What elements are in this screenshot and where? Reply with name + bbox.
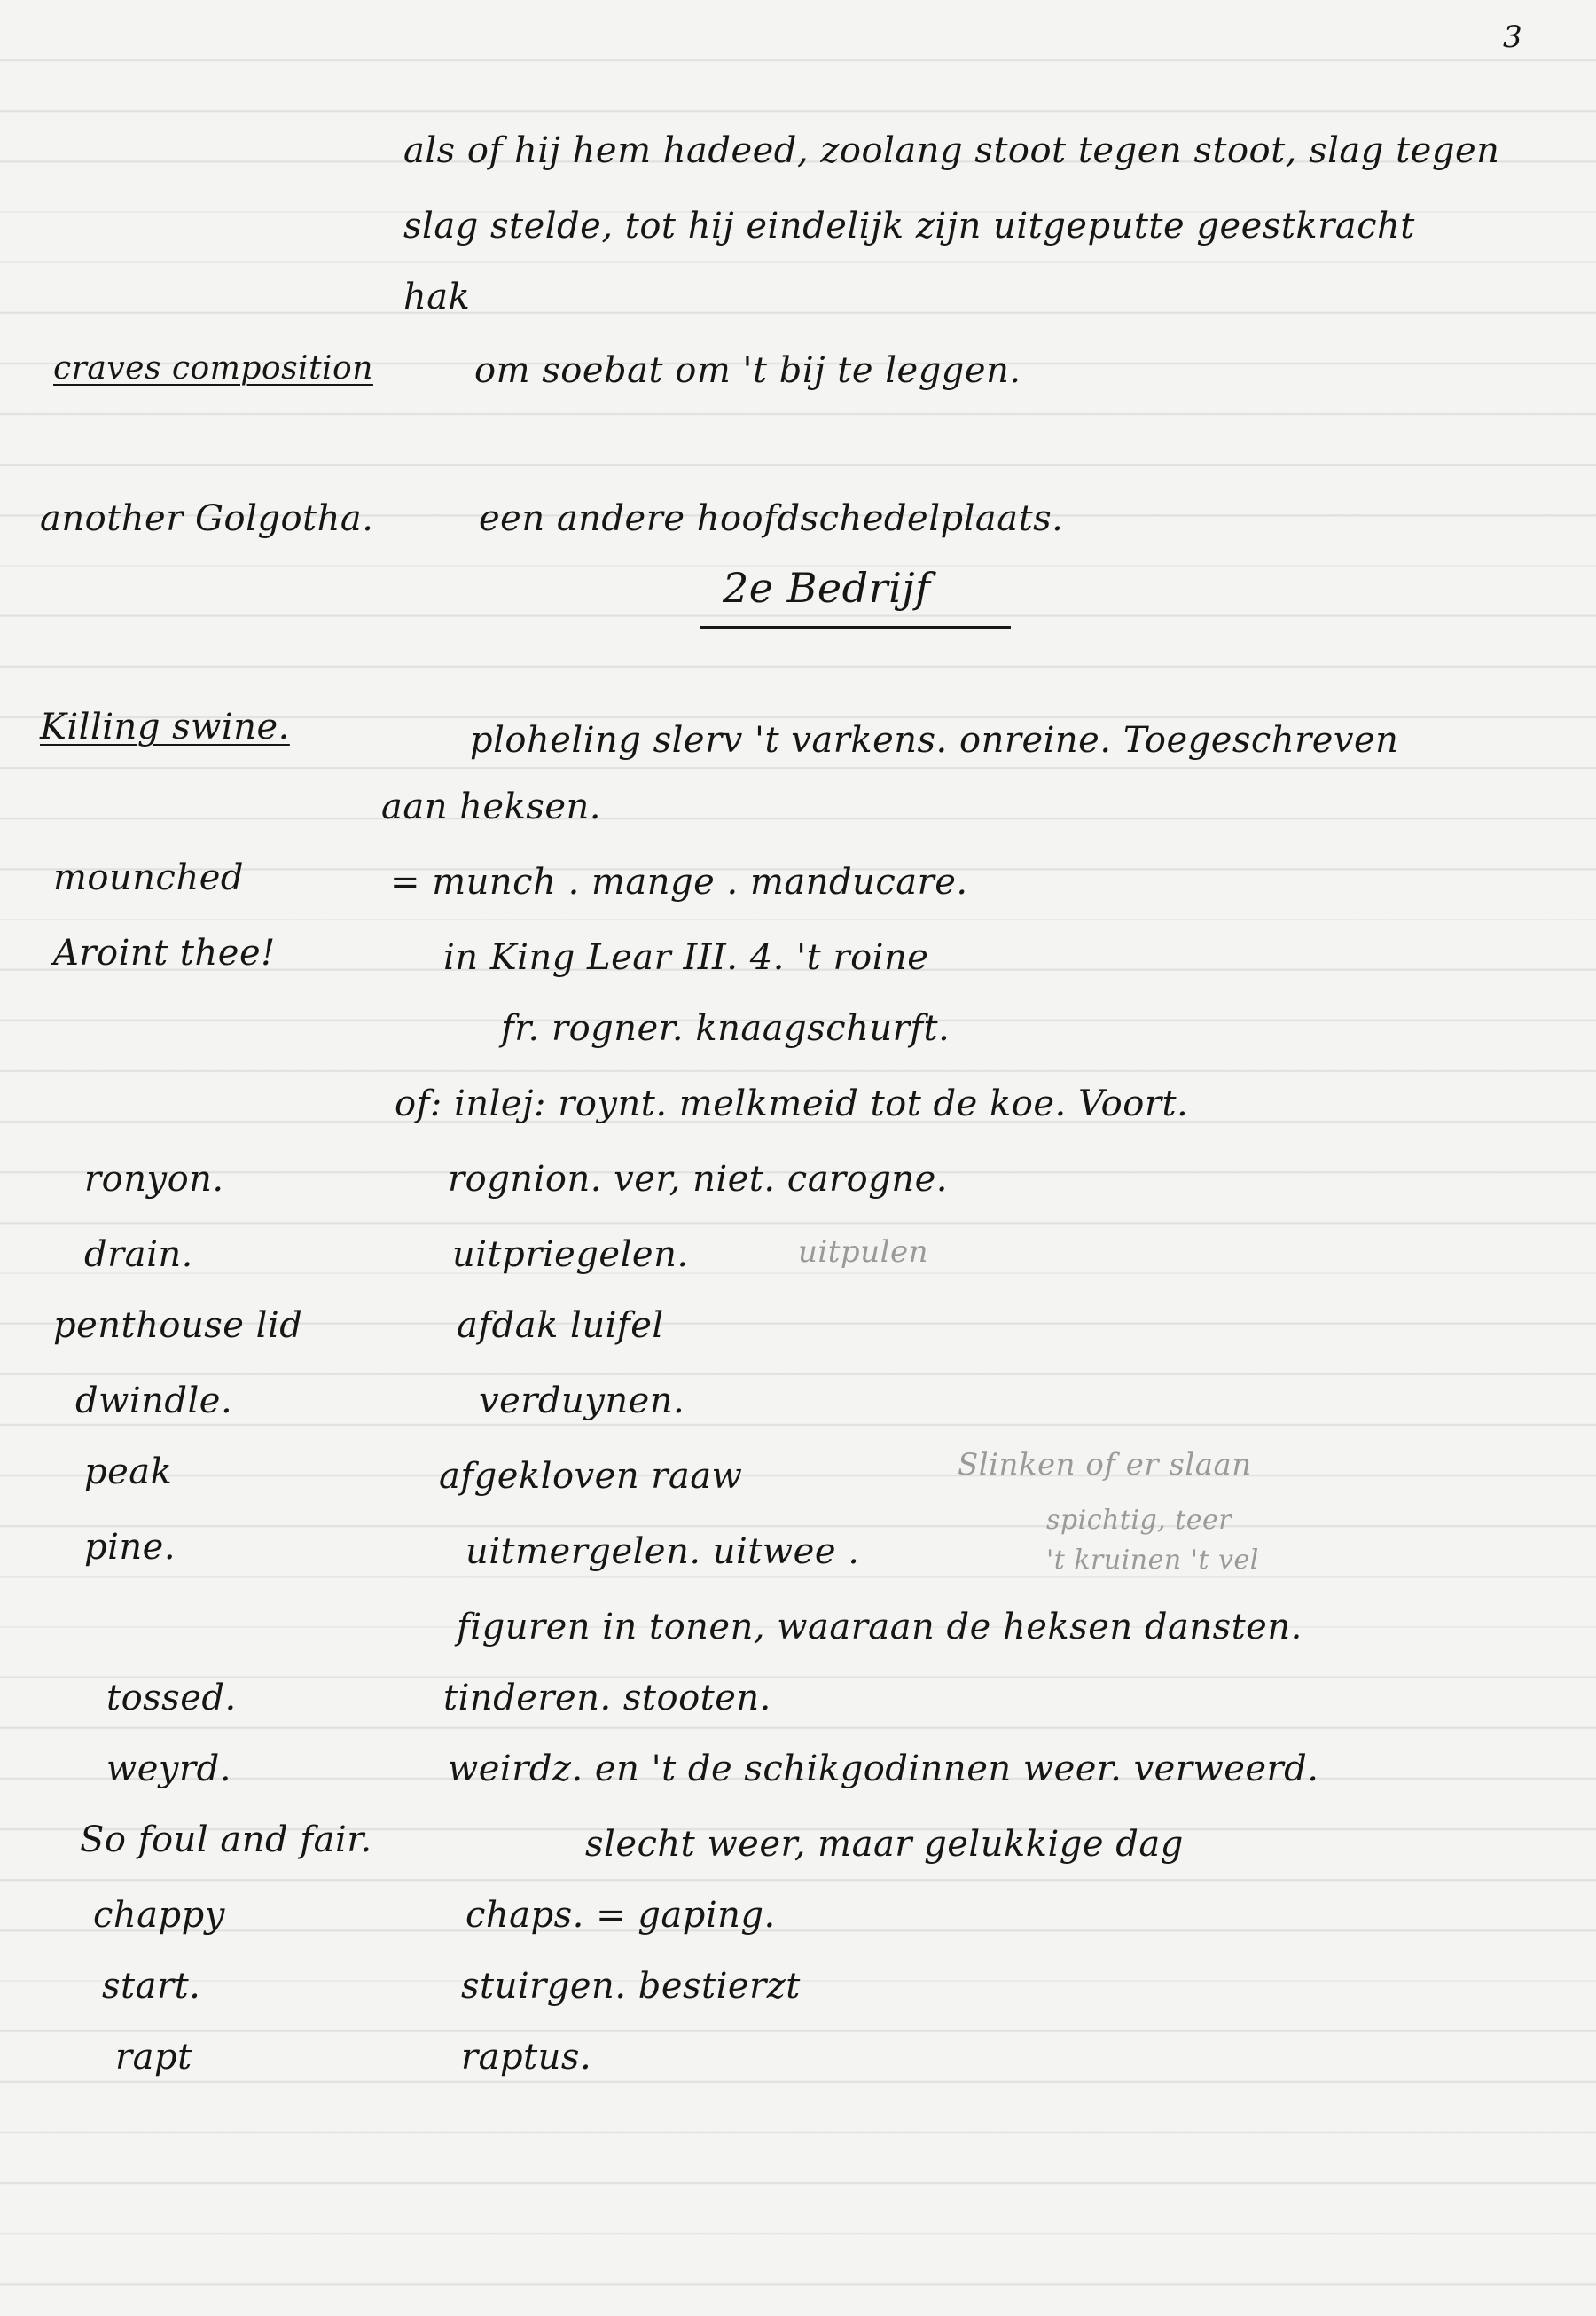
glossary-term: pine. xyxy=(84,1527,176,1568)
glossary-gloss: uitmergelen. uitwee . xyxy=(466,1531,860,1572)
entry-gloss: een andere hoofdschedelplaats. xyxy=(479,498,1064,539)
glossary-gloss: = munch . mange . manducare. xyxy=(390,862,968,903)
glossary-term: peak xyxy=(84,1451,173,1492)
text-line: als of hij hem hadeed, zoolang stoot tegen stoot, slag tegen xyxy=(403,130,1500,171)
entry-term: another Golgotha. xyxy=(40,498,374,539)
glossary-gloss: tinderen. stooten. xyxy=(443,1678,771,1718)
glossary-gloss: ploheling slerv 't varkens. onreine. Toegeschreven xyxy=(470,720,1399,761)
glossary-term: weyrd. xyxy=(106,1749,231,1789)
glossary-gloss: aan heksen. xyxy=(381,786,602,827)
glossary-term: So foul and fair. xyxy=(80,1819,372,1860)
text-line: hak xyxy=(403,277,471,317)
glossary-gloss: fr. rogner. knaagschurft. xyxy=(501,1008,951,1049)
pencil-note: uitpulen xyxy=(798,1234,928,1270)
glossary-gloss: afgekloven raaw xyxy=(439,1456,743,1497)
glossary-gloss: slecht weer, maar gelukkige dag xyxy=(585,1824,1184,1865)
page-number: 3 xyxy=(1503,20,1523,55)
glossary-gloss: stuirgen. bestierzt xyxy=(461,1966,801,2007)
glossary-gloss: figuren in tonen, waaraan de heksen dansten. xyxy=(457,1607,1303,1647)
glossary-gloss: chaps. = gaping. xyxy=(466,1895,776,1936)
glossary-term: drain. xyxy=(84,1234,193,1275)
glossary-gloss: weirdz. en 't de schikgodinnen weer. verweerd. xyxy=(448,1749,1319,1789)
glossary-term: chappy xyxy=(93,1895,225,1936)
glossary-term: penthouse lid xyxy=(53,1305,303,1346)
glossary-gloss: of: inlej: roynt. melkmeid tot de koe. Voort. xyxy=(395,1084,1189,1124)
glossary-gloss: in King Lear III. 4. 't roine xyxy=(443,937,929,978)
glossary-term: Killing swine. xyxy=(40,707,290,747)
pencil-note: Slinken of er slaan xyxy=(958,1447,1252,1483)
glossary-term: dwindle. xyxy=(75,1381,233,1421)
glossary-gloss: verduynen. xyxy=(479,1381,685,1421)
text-line: slag stelde, tot hij eindelijk zijn uitgeputte geestkracht xyxy=(403,206,1415,246)
heading-underline xyxy=(700,626,1011,629)
glossary-gloss: afdak luifel xyxy=(457,1305,664,1346)
glossary-term: mounched xyxy=(53,857,244,898)
glossary-term: rapt xyxy=(115,2037,192,2077)
glossary-term: tossed. xyxy=(106,1678,237,1718)
glossary-gloss: raptus. xyxy=(461,2037,592,2077)
glossary-term: start. xyxy=(102,1966,201,2007)
entry-gloss: om soebat om 't bij te leggen. xyxy=(474,350,1021,391)
entry-term: craves composition xyxy=(53,350,373,387)
glossary-term: ronyon. xyxy=(84,1159,224,1200)
pencil-note: spichtig, teer xyxy=(1046,1505,1232,1536)
pencil-note: 't kruinen 't vel xyxy=(1046,1545,1259,1576)
glossary-term: Aroint thee! xyxy=(53,933,276,974)
section-heading: 2e Bedrijf xyxy=(723,564,931,612)
glossary-gloss: uitpriegelen. xyxy=(452,1234,689,1275)
glossary-gloss: rognion. ver, niet. carogne. xyxy=(448,1159,948,1200)
